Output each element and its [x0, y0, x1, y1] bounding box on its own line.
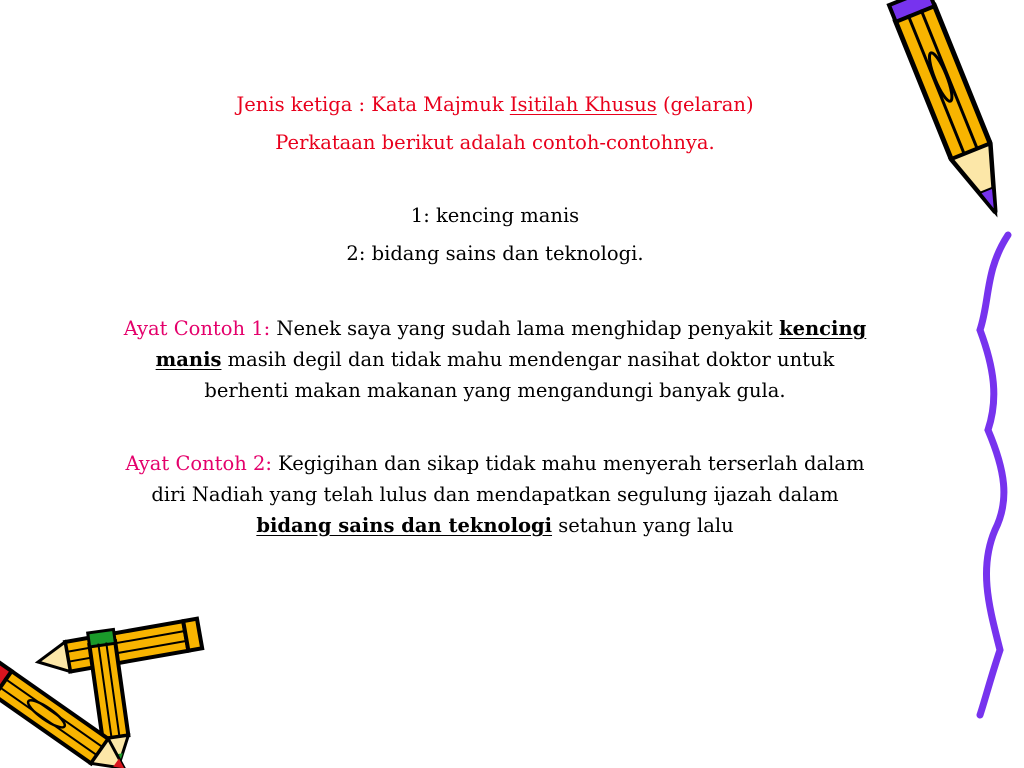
- sentence-1-part-2: masih degil dan tidak mahu mendengar nasihat doktor untuk: [221, 348, 835, 371]
- example-sentence-1: [60, 313, 930, 406]
- heading-prefix: Jenis ketiga : Kata Majmuk: [236, 93, 510, 116]
- example-1: 1: kencing manis: [410, 204, 580, 227]
- sentence-2-part-3: setahun yang lalu: [552, 514, 734, 537]
- sentence-1-label: Ayat Contoh 1:: [123, 317, 271, 340]
- heading-line-1: [60, 90, 930, 120]
- pencil-icon: [850, 0, 1010, 250]
- pencils-icon: [0, 620, 210, 768]
- heading-term: Isitilah Khusus: [509, 93, 657, 116]
- example-2: 2: bidang sains dan teknologi.: [346, 242, 644, 265]
- example-sentence-2: [60, 448, 930, 541]
- sentence-1-part-1: Nenek saya yang sudah lama menghidap penyakit: [270, 317, 780, 340]
- sentence-1-keyword-b: manis: [155, 348, 222, 371]
- sentence-2-part-1: Kegigihan dan sikap tidak mahu menyerah terserlah dalam: [271, 452, 865, 475]
- squiggle-line: [970, 230, 1020, 720]
- sentence-1-part-3: berhenti makan makanan yang mengandungi banyak gula.: [204, 379, 786, 402]
- sentence-2-part-2: diri Nadiah yang telah lulus dan mendapatkan segulung ijazah dalam: [151, 483, 839, 506]
- sentence-2-label: Ayat Contoh 2:: [125, 452, 272, 475]
- sentence-2-keyword: bidang sains dan teknologi: [256, 514, 553, 537]
- sentence-1-keyword-a: kencing: [779, 317, 867, 340]
- heading-suffix: (gelaran): [656, 93, 754, 116]
- heading-line-2: Perkataan berikut adalah contoh-contohnya.: [275, 131, 715, 154]
